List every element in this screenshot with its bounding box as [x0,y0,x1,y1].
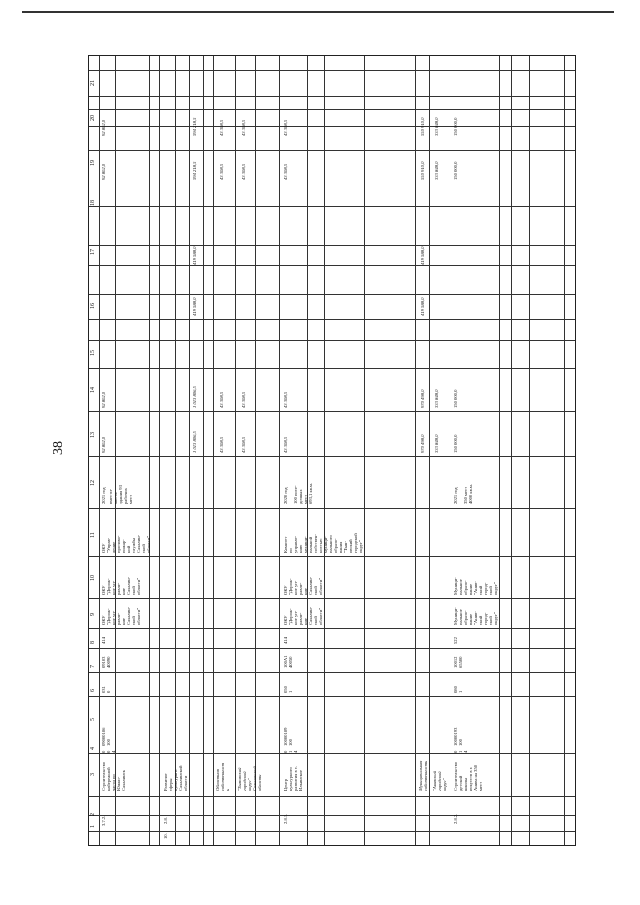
object-name-line: Сахалинской [252,766,257,791]
col-num: 20 [90,115,96,121]
amount-cell: 43 308,5 [241,391,246,408]
col-num: 2 [90,813,96,816]
amount-cell: 333 848,0 [434,117,439,136]
row-line [89,598,575,599]
customer-line: ние [303,618,308,625]
object-name-line: Южно- [116,776,121,791]
object-name-line: "Тымовский [237,767,242,791]
row-line [89,96,575,97]
recipient-line: Комитет [283,536,288,553]
expense-code: 414 [283,637,288,644]
capacity-line: вмести- [108,488,113,504]
recipient-line: пального [328,535,333,553]
amount-cell: 550 910,0 [420,117,425,136]
col-line [149,56,150,845]
col-line [175,56,176,845]
amount-cell: 43 308,5 [219,119,224,136]
object-name-line: Сахалинской [178,765,183,791]
col-num: 21 [90,80,96,86]
target-code: 40090 [106,656,111,668]
col-line [255,56,256,845]
capacity-line: мест [128,494,133,504]
amount-cell: 150 000,0 [453,389,458,408]
builder-line: равле- [116,582,121,595]
row-line [89,672,575,673]
col-line [213,56,214,845]
kbk-code: 100 [458,739,463,746]
builder-line: "Дорож- [288,578,293,595]
amount-cell: 1 013 806,5 [192,431,197,453]
capacity-line: рабочих [123,488,128,504]
object-name-line: Сахалинск [121,770,126,791]
code-digit: 0 [283,750,288,753]
recipient-line: противо- [116,535,121,553]
section-code: 0 [106,690,111,693]
kbk-code: 10000193 [453,727,458,746]
object-name-line: городской [437,771,442,791]
kbk-code: 10000189 [283,727,288,746]
recipient-line: собствен- [313,534,318,553]
object-name-line: искусств в г. [468,766,473,791]
builder-line: ное уп- [111,580,116,595]
col-line [564,56,565,845]
builder-line: ОКУ [101,585,106,595]
customer-line: ский [478,615,483,625]
col-line [529,56,530,845]
capacity-line: 4000 кв.м. [468,484,473,504]
target-code: 65500 [458,656,463,668]
capacity-line: мест [303,494,308,504]
builder-line: Сахалин- [126,576,131,595]
col-line [324,56,325,845]
builder-line: пальное [458,579,463,595]
object-name-line: школы [463,777,468,791]
customer-line: пальное [458,609,463,625]
amount-cell: 419 588,0 [420,246,425,265]
budget-table [88,55,576,846]
object-name-line: набережной [106,767,111,791]
recipient-line: муници- [323,536,328,553]
recipient-line: "Управ- [106,537,111,553]
row-line [89,796,575,797]
object-name-line: городской [242,771,247,791]
col-line [115,56,116,845]
customer-line: образо- [463,610,468,625]
amount-cell: 92 802,0 [101,436,106,453]
code-digit: 0 [453,750,458,753]
header-rule [22,11,614,13]
object-name-line: Ильинское [298,769,303,791]
object-name-line: Областная [215,769,220,791]
builder-line: ние [121,588,126,595]
row-line [89,556,575,557]
kbk-code: 100 [106,739,111,746]
row-number: 2.8.1. [283,813,288,824]
section-code: 031 [101,686,106,693]
row-number: 2.8. [163,817,168,824]
col-num: 6 [90,689,96,692]
amount-cell: 333 848,0 [434,161,439,180]
object-name-line: культурного [288,767,293,791]
col-line [189,56,190,845]
object-name-line: мест [478,781,483,791]
col-line [203,56,204,845]
builder-line: округ" [493,582,498,595]
customer-line: ской [313,616,318,625]
amount-cell: 43 308,5 [219,163,224,180]
col-num: 3 [90,773,96,776]
object-name-line: "Анивский [432,770,437,791]
builder-line: ской [131,586,136,595]
col-num: 16 [90,303,96,309]
customer-line: "Дорож- [106,608,111,625]
capacity-line: 2021 год [101,487,106,504]
customer-line: вание [468,613,473,625]
target-code: 40050 [288,656,293,668]
col-line [364,56,365,845]
col-num: 19 [90,160,96,166]
col-num: 4 [90,747,96,750]
recipient-line: "Тым- [343,541,348,553]
capacity-line: 693,1 кв.м. [308,482,313,504]
recipient-line: управле- [293,535,298,553]
col-num: 15 [90,350,96,356]
row-line [89,340,575,341]
builder-line: области" [318,577,323,595]
target-code: 100А1 [283,655,288,668]
builder-line: "Дорож- [106,578,111,595]
header-row-line [89,70,575,71]
amount-cell: 92 802,0 [101,119,106,136]
customer-line: "Анив- [473,611,478,625]
col-num: 1 [90,825,96,828]
amount-cell: 43 308,5 [219,391,224,408]
object-name-line: развития в с. [293,765,298,791]
builder-line: "Анив- [473,581,478,595]
recipient-line: ление [111,541,116,553]
customer-line: области" [136,607,141,625]
amount-cell: 1 013 806,5 [192,386,197,408]
row-line [89,815,575,816]
row-line [89,294,575,295]
object-name-line: округ" [442,778,447,791]
builder-line: ние [303,588,308,595]
col-line [235,56,236,845]
expense-code: 414 [101,637,106,644]
row-line [89,456,575,457]
amount-cell: 92 802,0 [101,163,106,180]
row-line [89,696,575,697]
object-name-line: собственност [220,762,225,791]
capacity-line: мость [113,492,118,504]
page-number: 38 [51,441,66,455]
amount-cell: 43 308,5 [283,436,288,453]
section-code: 1 [288,690,293,693]
object-name-line: собственность [423,760,428,791]
recipient-line: области" [146,535,151,553]
kbk-code: 09000186 [101,727,106,746]
recipient-line: овский [348,539,353,553]
capacity-line: 350 мест [463,486,468,504]
recipient-line: пожар- [121,539,126,553]
row-line [89,648,575,649]
builder-line: области" [136,577,141,595]
amount-cell: 333 848,0 [434,434,439,453]
customer-line: ской [131,616,136,625]
builder-line: Муници- [453,577,458,595]
object-name-line: Развитие [163,773,168,791]
row-number: 3.7.2. [101,815,106,826]
customer-line: Сахалин- [308,606,313,625]
col-line [307,56,308,845]
builder-line: Сахалин- [308,576,313,595]
object-name-line: части по [111,774,116,791]
section-code: 080 [453,686,458,693]
amount-cell: 43 308,5 [241,119,246,136]
builder-line: ский [478,585,483,595]
row-line [89,750,575,754]
col-num: 9 [90,613,96,616]
col-line [429,56,430,845]
row-line [89,150,575,151]
customer-line: области" [318,607,323,625]
customer-line: Сахалин- [126,606,131,625]
builder-line: образо- [463,580,468,595]
amount-cell: 594 218,5 [192,117,197,136]
code-digit: 4 [463,750,468,753]
col-line [499,56,500,845]
col-line [511,56,512,845]
customer-line: ное уп- [293,610,298,625]
code-digit: 1 [288,750,293,753]
amount-cell: 150 000,0 [453,434,458,453]
col-line [415,56,416,845]
amount-cell: 150 000,0 [453,161,458,180]
recipient-line: городской [353,533,358,553]
col-line [99,56,100,845]
object-name-line: Строительство [101,761,106,791]
customer-line: Муници- [453,607,458,625]
object-name-line: культуры в [173,769,178,791]
customer-line: ние [121,618,126,625]
recipient-line: ОКУ [101,543,106,553]
capacity-line: 100 посе- [293,485,298,504]
row-line [89,245,575,246]
row-number: 2.8.2. [453,813,458,824]
capacity-line: дочных [298,489,303,504]
object-name-line: сферы [168,778,173,791]
customer-line: ОКУ [101,615,106,625]
code-digit: 0 [101,750,106,753]
amount-cell: 43 308,5 [219,436,224,453]
code-digit: 0 [106,750,111,753]
code-digit: 4 [111,750,116,753]
row-line [89,508,575,509]
col-num: 11 [90,532,96,538]
col-line [279,56,280,845]
col-num: 18 [90,200,96,206]
col-line [159,56,160,845]
recipient-line: муници- [303,536,308,553]
amount-cell: 333 848,0 [434,389,439,408]
customer-line: ской [488,616,493,625]
col-num: 14 [90,387,96,393]
row-line [89,628,575,629]
customer-line: ОКУ [283,615,288,625]
builder-line: равле- [298,582,303,595]
builder-line: город- [483,582,488,595]
object-name-line: детской [458,775,463,791]
object-name-line: округ" [247,778,252,791]
row-line [89,368,575,369]
col-num: 5 [90,718,96,721]
target-code: 10012 [453,656,458,668]
recipient-line: вания [338,541,343,553]
capacity-line: 2020 год [283,487,288,504]
target-code: 09103 [101,656,106,668]
builder-line: ное уп- [293,580,298,595]
expense-code: 522 [453,637,458,644]
builder-line: ской [313,586,318,595]
recipient-line: по [288,548,293,553]
customer-line: равле- [116,612,121,625]
col-num: 13 [90,432,96,438]
object-name-line: Центр [283,778,288,791]
amount-cell: 43 308,5 [241,163,246,180]
row-line [89,411,575,412]
amount-cell: 43 308,5 [283,391,288,408]
customer-line: город- [483,612,488,625]
row-line [89,265,575,266]
customer-line: "Дорож- [288,608,293,625]
amount-cell: 92 802,0 [101,391,106,408]
row-line [89,831,575,832]
section-code: 1 [458,690,463,693]
amount-cell: 419 588,0 [192,297,197,316]
amount-cell: 43 308,5 [283,163,288,180]
capacity-line: 2021 год [453,487,458,504]
amount-cell: 419 588,0 [192,246,197,265]
amount-cell: 419 588,0 [420,297,425,316]
builder-line: ОКУ [283,585,288,595]
code-digit: 1 [458,750,463,753]
col-num: 8 [90,641,96,644]
object-name-line: ь [225,788,230,791]
customer-line: округ" [493,612,498,625]
customer-line: ное уп- [111,610,116,625]
customer-line: равле- [298,612,303,625]
amount-cell: 970 498,0 [420,389,425,408]
col-num: 10 [90,575,96,581]
recipient-line: Сахалин- [136,534,141,553]
object-name-line: области [183,775,188,791]
section-code: 050 [283,686,288,693]
object-name-line: Муниципальная [418,760,423,791]
row-line [89,126,575,127]
row-line [89,319,575,320]
recipient-line: ской [141,544,146,553]
amount-cell: 150 000,0 [453,117,458,136]
row-line [89,206,575,207]
object-name-line: Строительство [453,761,458,791]
row-line [89,109,575,110]
recipient-line: образо- [333,538,338,553]
recipient-line: ностью [318,538,323,553]
object-name-line: Анива на 350 [473,764,478,791]
kbk-code: 100 [288,739,293,746]
recipient-line: нию [298,544,303,553]
code-digit: 4 [293,750,298,753]
object-name-line: области [257,774,262,791]
amount-cell: 43 308,5 [241,436,246,453]
capacity-line: здания 93 [118,485,123,504]
col-num: 17 [90,249,96,255]
recipient-line: службы [131,537,136,553]
builder-line: вание [468,583,473,595]
amount-cell: 970 498,0 [420,434,425,453]
col-num: 7 [90,665,96,668]
builder-line: ской [488,586,493,595]
amount-cell: 43 308,5 [283,119,288,136]
amount-cell: 594 218,5 [192,161,197,180]
recipient-line: ной [126,545,131,553]
section-number: 10. [163,833,168,839]
col-num: 12 [90,480,96,486]
amount-cell: 550 910,0 [420,161,425,180]
recipient-line: пальной [308,536,313,553]
recipient-line: округ" [358,540,363,553]
